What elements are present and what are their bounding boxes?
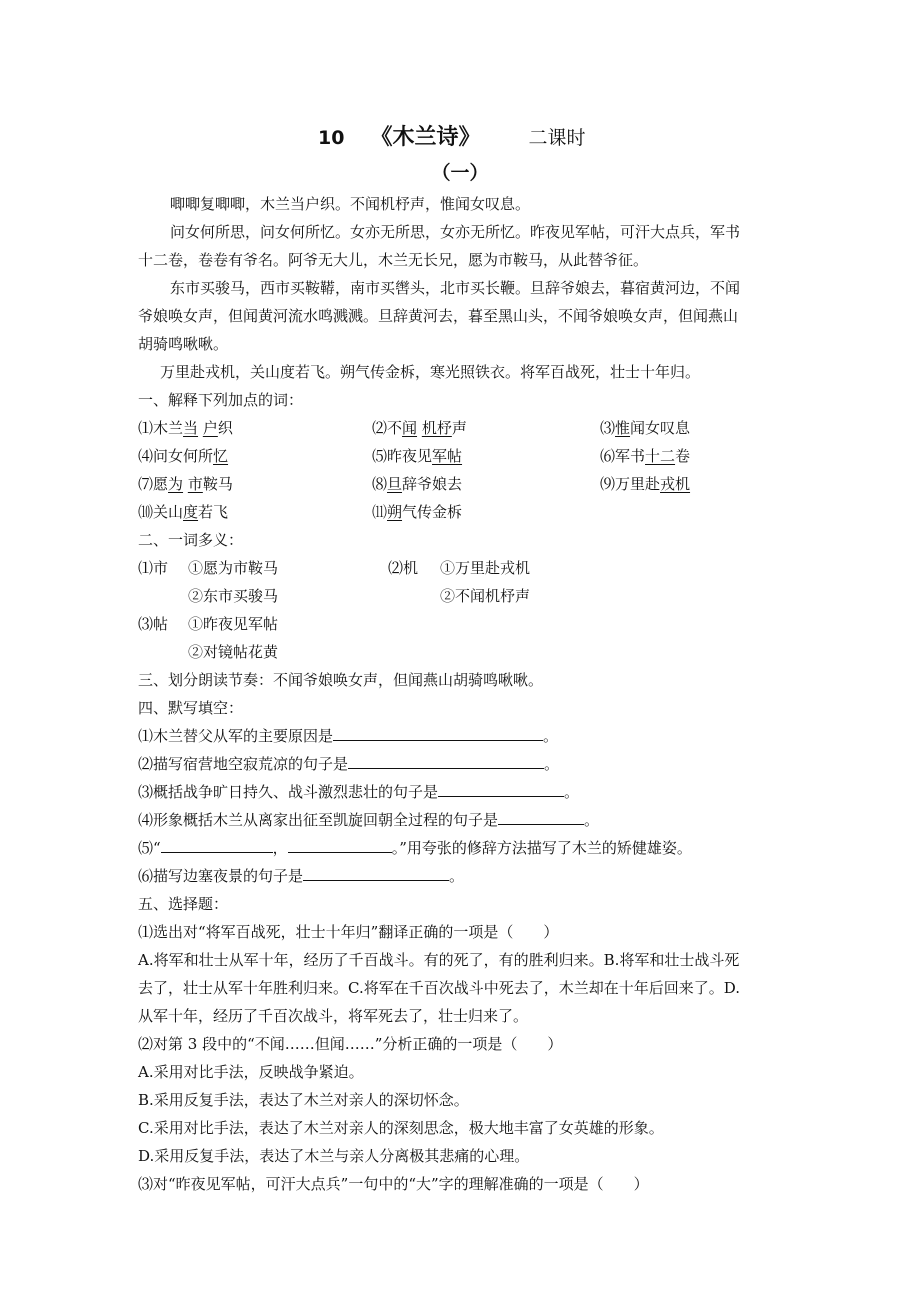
- q2-sense: ②东市买骏马: [188, 587, 279, 605]
- lesson-name: 《木兰诗》: [370, 125, 481, 150]
- answer-blank[interactable]: [333, 726, 543, 741]
- q2-sense: ②对镜帖花黄: [188, 643, 279, 661]
- q5-line: ⑶对“昨夜见军帖，可汗大点兵”一句中的“大”字的理解准确的一项是（ ）: [138, 1175, 649, 1193]
- q1-heading: 一、解释下列加点的词：: [138, 391, 304, 409]
- lesson-subtitle: 二课时: [528, 127, 586, 149]
- answer-blank[interactable]: [498, 810, 584, 825]
- passage-line: 问女何所思，问女何所忆。女亦无所思，女亦无所忆。昨夜见军帖，可汗大点兵，军书: [170, 223, 741, 241]
- q5-line: ⑵对第 3 段中的“不闻……但闻……”分析正确的一项是（ ）: [138, 1035, 563, 1053]
- q5-line: A.将军和壮士从军十年，经历了千百战斗。有的死了，有的胜利归来。B.将军和壮士战斗死: [138, 951, 740, 969]
- q1-item: ⑵不闻 机杼声: [372, 419, 467, 437]
- passage-line: 万里赴戎机，关山度若飞。朔气传金柝，寒光照铁衣。将军百战死，壮士十年归。: [160, 363, 701, 381]
- q2-sense: ②不闻机杼声: [440, 587, 531, 605]
- answer-blank[interactable]: [438, 782, 564, 797]
- q5-line: 从军十年，经历了千百次战斗，将军死去了，壮士归来了。: [138, 1007, 529, 1025]
- q4-item: ⑸“ ， 。”用夸张的修辞方法描写了木兰的矫健雄姿。: [138, 839, 692, 857]
- passage-line: 唧唧复唧唧，木兰当户织。不闻机杼声，惟闻女叹息。: [170, 195, 531, 213]
- q4-item: ⑴木兰替父从军的主要原因是 。: [138, 727, 559, 745]
- q2-heading: 二、一词多义：: [138, 531, 244, 549]
- passage-line: 爷娘唤女声，但闻黄河流水鸣溅溅。旦辞黄河去，暮至黑山头，不闻爷娘唤女声，但闻燕山: [138, 307, 739, 325]
- q1-item: ⑽关山度若飞: [138, 503, 229, 521]
- q2-sense: ①昨夜见军帖: [188, 615, 279, 633]
- q5-line: C.采用对比手法，表达了木兰对亲人的深刻思念，极大地丰富了女英雄的形象。: [138, 1119, 664, 1137]
- q5-line: A.采用对比手法，反映战争紧迫。: [138, 1063, 364, 1081]
- answer-blank[interactable]: [303, 866, 449, 881]
- passage-line: 十二卷，卷卷有爷名。阿爷无大儿，木兰无长兄，愿为市鞍马，从此替爷征。: [138, 251, 649, 269]
- q5-heading: 五、选择题：: [138, 895, 229, 913]
- q2-sense: ①万里赴戎机: [440, 559, 531, 577]
- q5-line: B.采用反复手法，表达了木兰对亲人的深切怀念。: [138, 1091, 469, 1109]
- q2-group-label: ⑴市: [138, 559, 169, 577]
- q2-group-label: ⑵机: [388, 559, 419, 577]
- q4-item: ⑹描写边塞夜景的句子是 。: [138, 867, 465, 885]
- q5-line: 去了，壮士从军十年胜利归来。C.将军在千百次战斗中死去了，木兰却在十年后回来了。D.: [138, 979, 740, 997]
- q3-heading: 三、划分朗读节奏：不闻爷娘唤女声，但闻燕山胡骑鸣啾啾。: [138, 671, 544, 689]
- answer-blank[interactable]: [161, 838, 273, 853]
- answer-blank[interactable]: [348, 754, 544, 769]
- q1-item: ⑷问女何所忆: [138, 447, 229, 465]
- passage-line: 东市买骏马，西市买鞍鞯，南市买辔头，北市买长鞭。旦辞爷娘去，暮宿黄河边，不闻: [170, 279, 741, 297]
- section-heading: （一）: [431, 162, 489, 184]
- lesson-number: 10: [318, 127, 345, 149]
- q5-line: ⑴选出对“将军百战死，壮士十年归”翻译正确的一项是（ ）: [138, 923, 559, 941]
- q1-item: ⑶惟闻女叹息: [600, 419, 691, 437]
- q5-line: D.采用反复手法，表达了木兰与亲人分离极其悲痛的心理。: [138, 1147, 530, 1165]
- answer-blank[interactable]: [288, 838, 392, 853]
- q1-item: ⑻旦辞爷娘去: [372, 475, 463, 493]
- q4-heading: 四、默写填空：: [138, 699, 244, 717]
- q1-item: ⑺愿为 市鞍马: [138, 475, 233, 493]
- q2-sense: ①愿为市鞍马: [188, 559, 279, 577]
- q4-item: ⑵描写宿营地空寂荒凉的句子是 。: [138, 755, 560, 773]
- q1-item: ⑴木兰当 户织: [138, 419, 233, 437]
- q1-item: ⑼万里赴戎机: [600, 475, 691, 493]
- q1-item: ⑾朔气传金柝: [372, 503, 463, 521]
- passage-line: 胡骑鸣啾啾。: [138, 335, 229, 353]
- q4-item: ⑷形象概括木兰从离家出征至凯旋回朝全过程的句子是 。: [138, 811, 600, 829]
- q1-item: ⑸昨夜见军帖: [372, 447, 463, 465]
- q4-item: ⑶概括战争旷日持久、战斗激烈悲壮的句子是 。: [138, 783, 580, 801]
- q1-item: ⑹军书十二卷: [600, 447, 691, 465]
- q2-group-label: ⑶帖: [138, 615, 169, 633]
- lesson-title: [318, 124, 585, 153]
